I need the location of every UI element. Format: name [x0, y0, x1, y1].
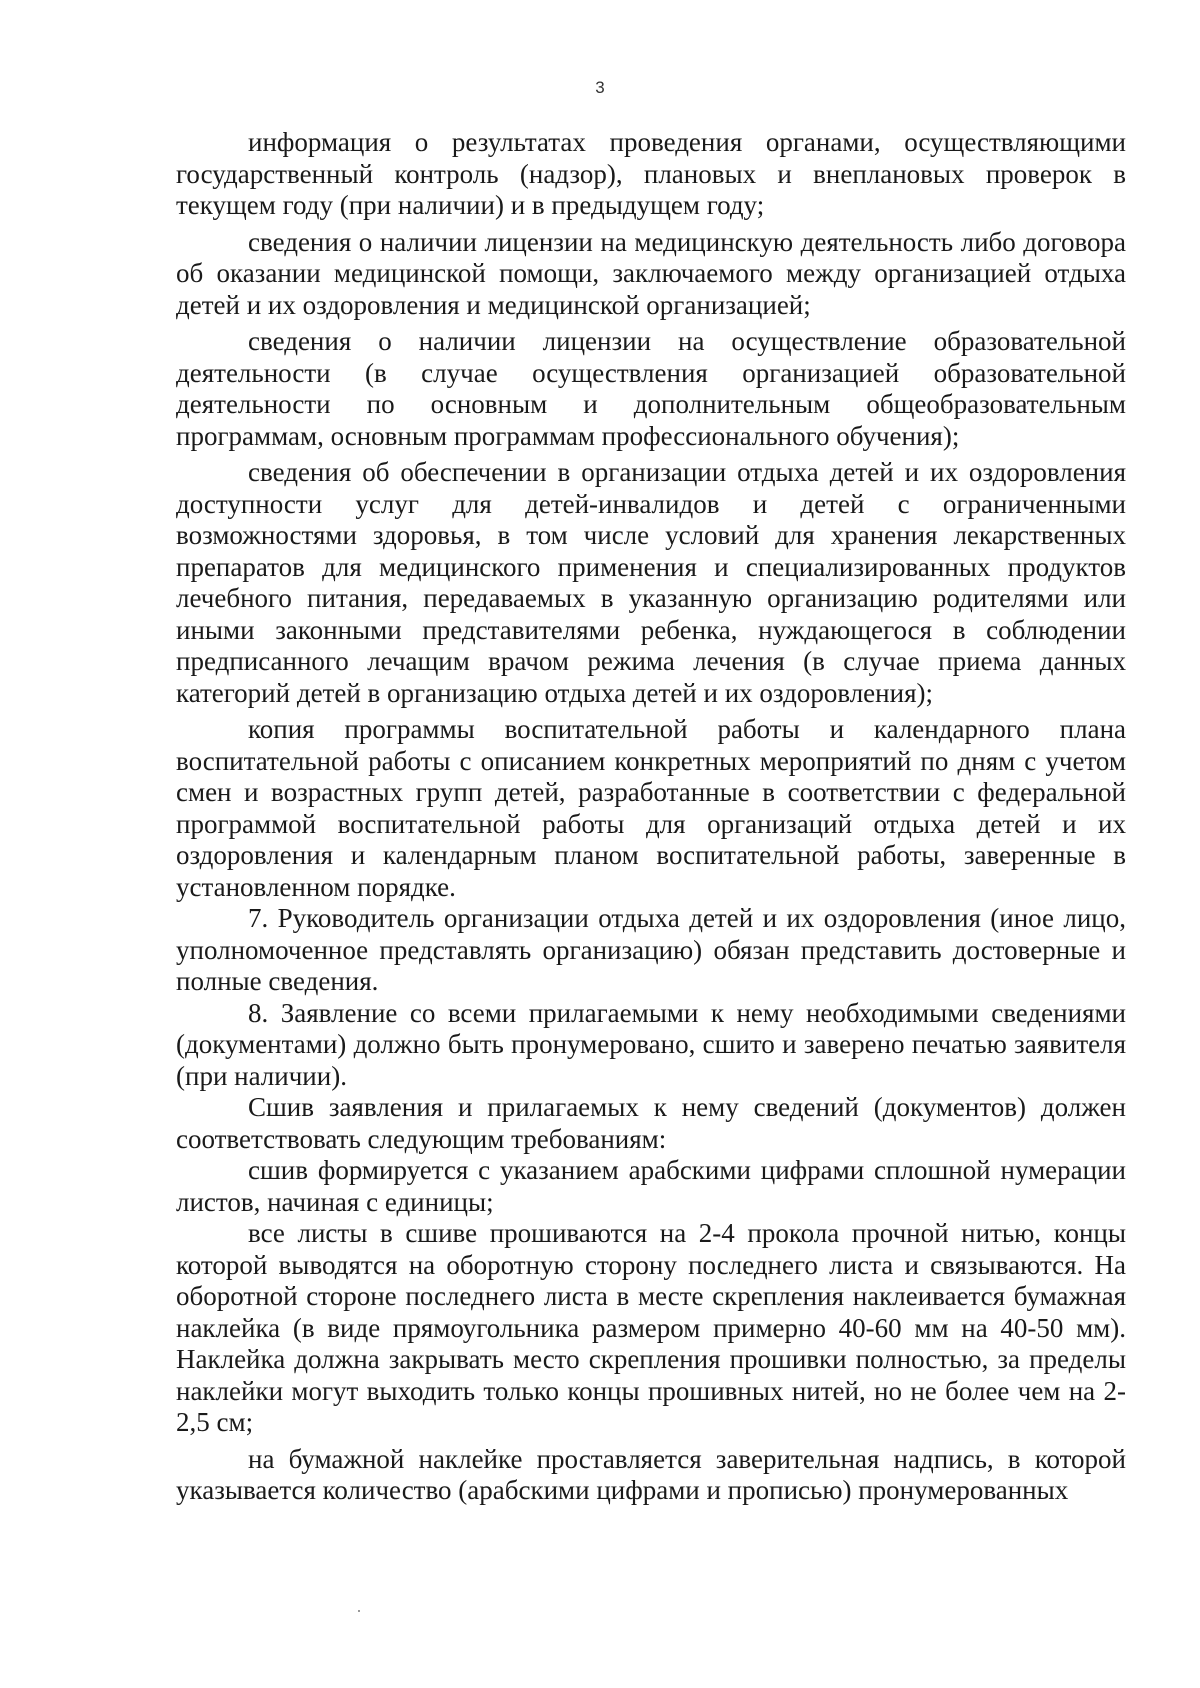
paragraph: все листы в сшиве прошиваются на 2-4 прокола прочной нитью, концы которой выводятся на оборотную сторону последнего листа и связываются. На оборотной стороне последнего листа в месте скрепления наклеивается бумажная наклейка (в виде прямоугольника размером примерно 40-60 мм на 40-50 мм). Наклейка должна закрывать место скрепления прошивки полностью, за пределы наклейки могут выходить только концы прошивных нитей, но не более чем на 2-2,5 см; [176, 1218, 1126, 1437]
scan-speck [358, 1610, 360, 1612]
paragraph: информация о результатах проведения органами, осуществляющими государственный контроль (надзор), плановых и внеплановых проверок в текущем году (при наличии) и в предыдущем году; [176, 127, 1126, 220]
document-body [176, 127, 1126, 1507]
paragraph: сшив формируется с указанием арабскими цифрами сплошной нумерации листов, начиная с единицы; [176, 1155, 1126, 1217]
paragraph: сведения об обеспечении в организации отдыха детей и их оздоровления доступности услуг для детей-инвалидов и детей с ограниченными возможностями здоровья, в том числе условий для хранения лекарственных препаратов для медицинского применения и специализированных продуктов лечебного питания, передаваемых в указанную организацию родителями или иными законными представителями ребенка, нуждающегося в соблюдении предписанного лечащим врачом режима лечения (в случае приема данных категорий детей в организацию отдыха детей и их оздоровления); [176, 457, 1126, 708]
paragraph: 8. Заявление со всеми прилагаемыми к нему необходимыми сведениями (документами) должно быть пронумеровано, сшито и заверено печатью заявителя (при наличии). [176, 997, 1126, 1091]
paragraph: сведения о наличии лицензии на медицинскую деятельность либо договора об оказании медицинской помощи, заключаемого между организацией отдыха детей и их оздоровления и медицинской организацией; [176, 226, 1126, 320]
paragraph: на бумажной наклейке проставляется заверительная надпись, в которой указывается количество (арабскими цифрами и прописью) пронумерованных [176, 1443, 1126, 1505]
paragraph: 7. Руководитель организации отдыха детей и их оздоровления (иное лицо, уполномоченное представлять организацию) обязан представить достоверные и полные сведения. [176, 903, 1126, 996]
paragraph: сведения о наличии лицензии на осуществление образовательной деятельности (в случае осуществления организацией образовательной деятельности по основным и дополнительным общеобразовательным программам, основным программам профессионального обучения); [176, 326, 1126, 451]
page-number: 3 [595, 78, 605, 97]
paragraph: Сшив заявления и прилагаемых к нему сведений (документов) должен соответствовать следующим требованиям: [176, 1092, 1126, 1154]
paragraph: копия программы воспитательной работы и календарного плана воспитательной работы с описанием конкретных мероприятий по дням с учетом смен и возрастных групп детей, разработанные в соответствии с федеральной программой воспитательной работы для организаций отдыха детей и их оздоровления и календарным планом воспитательной работы, заверенные в установленном порядке. [176, 714, 1126, 902]
